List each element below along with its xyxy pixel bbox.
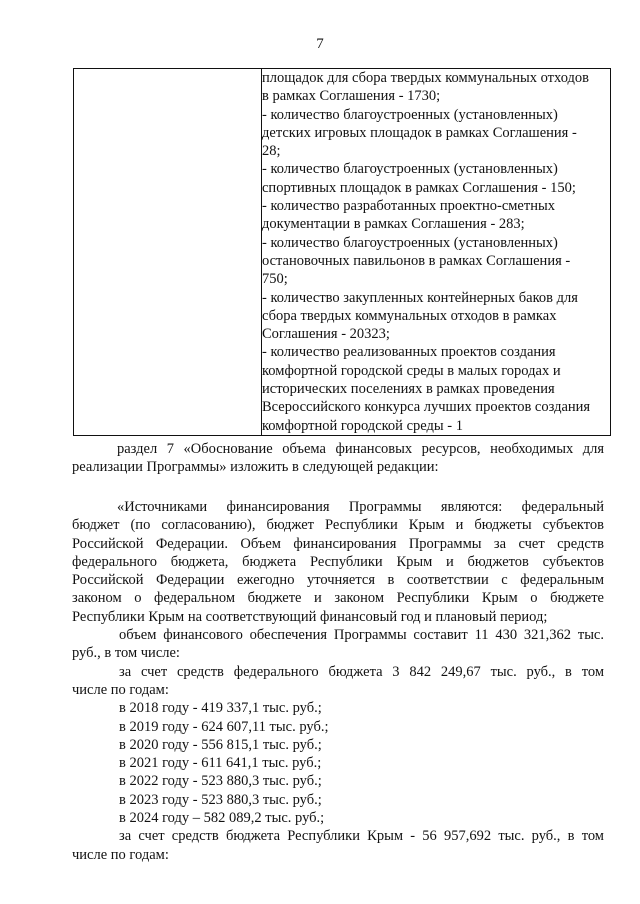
table-text-line: документации в рамках Соглашения - 283; — [262, 216, 525, 233]
paragraph-line: Республики Крым на соответствующий финансовый год и плановый период; — [72, 608, 548, 625]
year-line: в 2023 году - 523 880,3 тыс. руб.; — [119, 791, 322, 808]
year-line: в 2022 году - 523 880,3 тыс. руб.; — [119, 773, 322, 790]
table-left-cell — [74, 69, 262, 436]
table-text-line: - количество благоустроенных (установленных) — [262, 234, 558, 251]
paragraph-line: руб., в том числе: — [72, 645, 180, 662]
paragraph-line: законом о федеральном бюджете и законом Республики Крым о бюджете — [72, 590, 604, 607]
table-text-line: 28; — [262, 143, 281, 160]
table-text-line: сбора твердых коммунальных отходов в рамках — [262, 307, 557, 324]
table-text-line: - количество реализованных проектов создания — [262, 344, 556, 361]
table-text-line: 750; — [262, 271, 288, 288]
paragraph-line: Российской Федерации ежегодно уточняется в соответствии с федеральным — [72, 572, 604, 589]
table-text-line: площадок для сбора твердых коммунальных отходов — [262, 70, 590, 86]
table-text-line: спортивных площадок в рамках Соглашения - 150; — [262, 179, 576, 196]
year-line: в 2020 году - 556 815,1 тыс. руб.; — [119, 736, 322, 753]
paragraph-line: реализации Программы» изложить в следующей редакции: — [72, 459, 439, 476]
table-row — [74, 69, 611, 436]
year-line: в 2018 году - 419 337,1 тыс. руб.; — [119, 700, 322, 717]
funding-sources-paragraph — [72, 498, 604, 864]
table-text-line: в рамках Соглашения - 1730; — [262, 88, 441, 105]
paragraph-line: федерального бюджета, бюджета Республики Крым и бюджетов субъектов — [72, 553, 604, 570]
page-number: 7 — [316, 36, 324, 52]
paragraph-line: за счет средств бюджета Республики Крым - 56 957,692 тыс. руб., в том — [119, 828, 604, 845]
table-text-line: - количество разработанных проектно-сметных — [262, 198, 555, 215]
year-line: в 2019 году - 624 607,11 тыс. руб.; — [119, 718, 329, 735]
table-text-line: остановочных павильонов в рамках Соглашения - — [262, 252, 571, 269]
table-text-line: детских игровых площадок в рамках Соглашения - — [262, 124, 577, 141]
section-intro-paragraph — [72, 440, 604, 477]
paragraph-line: числе по годам: — [72, 846, 169, 863]
table-text-line: комфортной городской среды - 1 — [262, 417, 463, 434]
paragraph-line: числе по годам: — [72, 681, 169, 698]
paragraph-line: раздел 7 «Обоснование объема финансовых ресурсов, необходимых для — [117, 441, 604, 457]
table-right-cell — [262, 69, 611, 436]
table-text-line: комфортной городской среды в малых городах и — [262, 362, 561, 379]
table-text-line: - количество благоустроенных (установленных) — [262, 161, 558, 178]
paragraph-line: объем финансового обеспечения Программы составит 11 430 321,362 тыс. — [119, 627, 604, 644]
paragraph-line: Российской Федерации. Объем финансирования Программы за счет средств — [72, 535, 604, 552]
table-text-line: Соглашения - 20323; — [262, 326, 390, 343]
paragraph-line: за счет средств федерального бюджета 3 842 249,67 тыс. руб., в том — [119, 663, 604, 680]
table-text-line: - количество благоустроенных (установленных) — [262, 106, 558, 123]
program-passport-table — [73, 68, 611, 436]
year-line: в 2024 году – 582 089,2 тыс. руб.; — [119, 810, 325, 827]
year-line: в 2021 году - 611 641,1 тыс. руб.; — [119, 755, 322, 772]
table-text-line: - количество закупленных контейнерных баков для — [262, 289, 578, 306]
table-text-line: Всероссийского конкурса лучших проектов создания — [262, 399, 591, 416]
paragraph-line: бюджет (по согласованию), бюджет Республики Крым и бюджеты субъектов — [72, 517, 604, 534]
paragraph-line: «Источниками финансирования Программы являются: федеральный — [117, 499, 604, 515]
table-text-line: исторических поселениях в рамках проведения — [262, 381, 555, 398]
